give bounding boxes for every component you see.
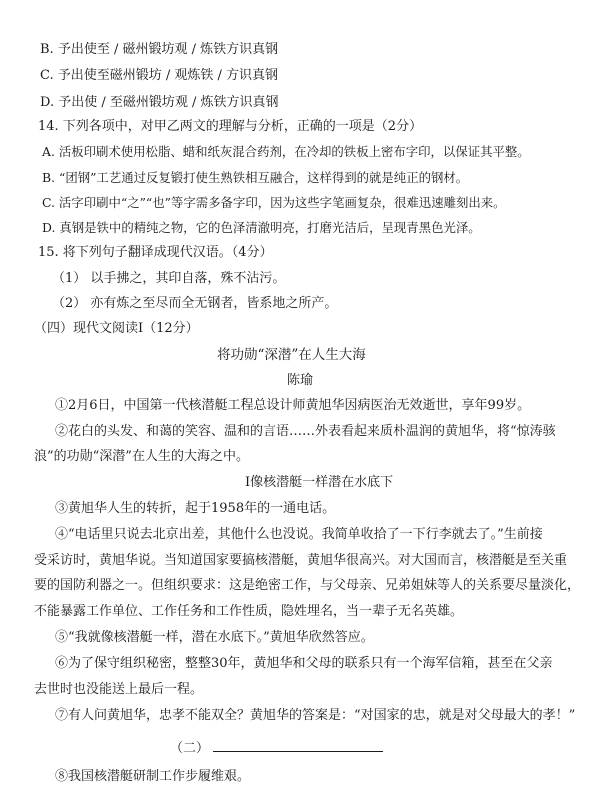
article-author: 陈瑜 bbox=[287, 373, 314, 388]
paragraph-4-line-4: 不能暴露工作单位、工作任务和工作性质，隐姓埋名，当一辈子无名英雄。 bbox=[34, 604, 464, 619]
q14-option-d: D. 真钢是铁中的精纯之物，它的色泽清澈明亮，打磨光洁后，呈现青黑色光泽。 bbox=[42, 220, 481, 235]
paragraph-2-line-2: 浪”的功勋“深潜”在人生的大海之中。 bbox=[34, 449, 249, 464]
q13-option-c: C. 予出使至磁州锻坊 / 观炼铁 / 方识真钢 bbox=[40, 68, 279, 83]
paragraph-5: ⑤“我就像核潜艇一样，潜在水底下。”黄旭华欣然答应。 bbox=[55, 630, 374, 645]
subheading-2 bbox=[170, 737, 383, 758]
paragraph-2-line-1: ②花白的头发、和蔼的笑容、温和的言语……外表看起来质朴温润的黄旭华，将“惊涛骇 bbox=[55, 424, 556, 439]
q13-option-b: B. 予出使至 / 磁州锻坊观 / 炼铁方识真钢 bbox=[40, 42, 279, 57]
paragraph-1: ①2月6日，中国第一代核潜艇工程总设计师黄旭华因病医治无效逝世，享年99岁。 bbox=[55, 398, 531, 413]
q14-option-c: C. 活字印刷中“之”“也”等字需多备字印，因为这些字笔画复杂，很难迅速雕刻出来。 bbox=[42, 195, 506, 210]
paragraph-4-line-2: 受采访时，黄旭华说。当知道国家要搞核潜艇，黄旭华很高兴。对大国而言，核潜艇是至关重 bbox=[34, 553, 568, 568]
article-title: 将功勋“深潜”在人生大海 bbox=[217, 347, 366, 363]
q14-stem: 14. 下列各项中，对甲乙两文的理解与分析，正确的一项是（2分） bbox=[38, 119, 423, 134]
q15-stem: 15. 将下列句子翻译成现代汉语。（4分） bbox=[38, 245, 273, 260]
q14-option-a: A. 活板印刷术使用松脂、蜡和纸灰混合药剂，在冷却的铁板上密布字印，以保证其平整。 bbox=[42, 144, 530, 159]
q15-sentence-2: （2） 亦有炼之至尽而全无钢者，皆系地之所产。 bbox=[52, 296, 338, 311]
section-heading: （四）现代文阅读Ⅰ（12分） bbox=[34, 321, 199, 336]
fill-in-blank bbox=[213, 737, 383, 752]
paragraph-8: ⑧我国核潜艇研制工作步履维艰。 bbox=[55, 769, 251, 784]
paragraph-6-line-1: ⑥为了保守组织秘密，整整30年，黄旭华和父母的联系只有一个海军信箱，甚至在父亲 bbox=[55, 656, 553, 671]
paragraph-4-line-3: 要的国防利器之一。但组织要求：这是绝密工作，与父母亲、兄弟姐妹等人的关系要尽量淡化， bbox=[34, 578, 581, 593]
paragraph-4-line-1: ④“电话里只说去北京出差，其他什么也没说。我简单收拾了一下行李就去了。”生前接 bbox=[55, 527, 543, 542]
subheading-2-label: （二） bbox=[170, 741, 210, 756]
q14-option-b: B. “团钢”工艺通过反复锻打使生熟铁相互融合，这样得到的就是纯正的钢材。 bbox=[42, 170, 469, 185]
paragraph-7: ⑦有人问黄旭华，忠孝不能双全？黄旭华的答案是：“对国家的忠，就是对父母最大的孝！” bbox=[55, 708, 576, 723]
q13-option-d: D. 予出使 / 至磁州锻坊观 / 炼铁方识真钢 bbox=[40, 95, 279, 110]
paragraph-3: ③黄旭华人生的转折，起于1958年的一通电话。 bbox=[55, 501, 336, 516]
subheading-1: Ⅰ像核潜艇一样潜在水底下 bbox=[245, 475, 394, 490]
q15-sentence-1: （1） 以手拂之，其印自落，殊不沾污。 bbox=[52, 271, 286, 286]
paragraph-6-line-2: 去世时也没能送上最后一程。 bbox=[34, 682, 204, 697]
